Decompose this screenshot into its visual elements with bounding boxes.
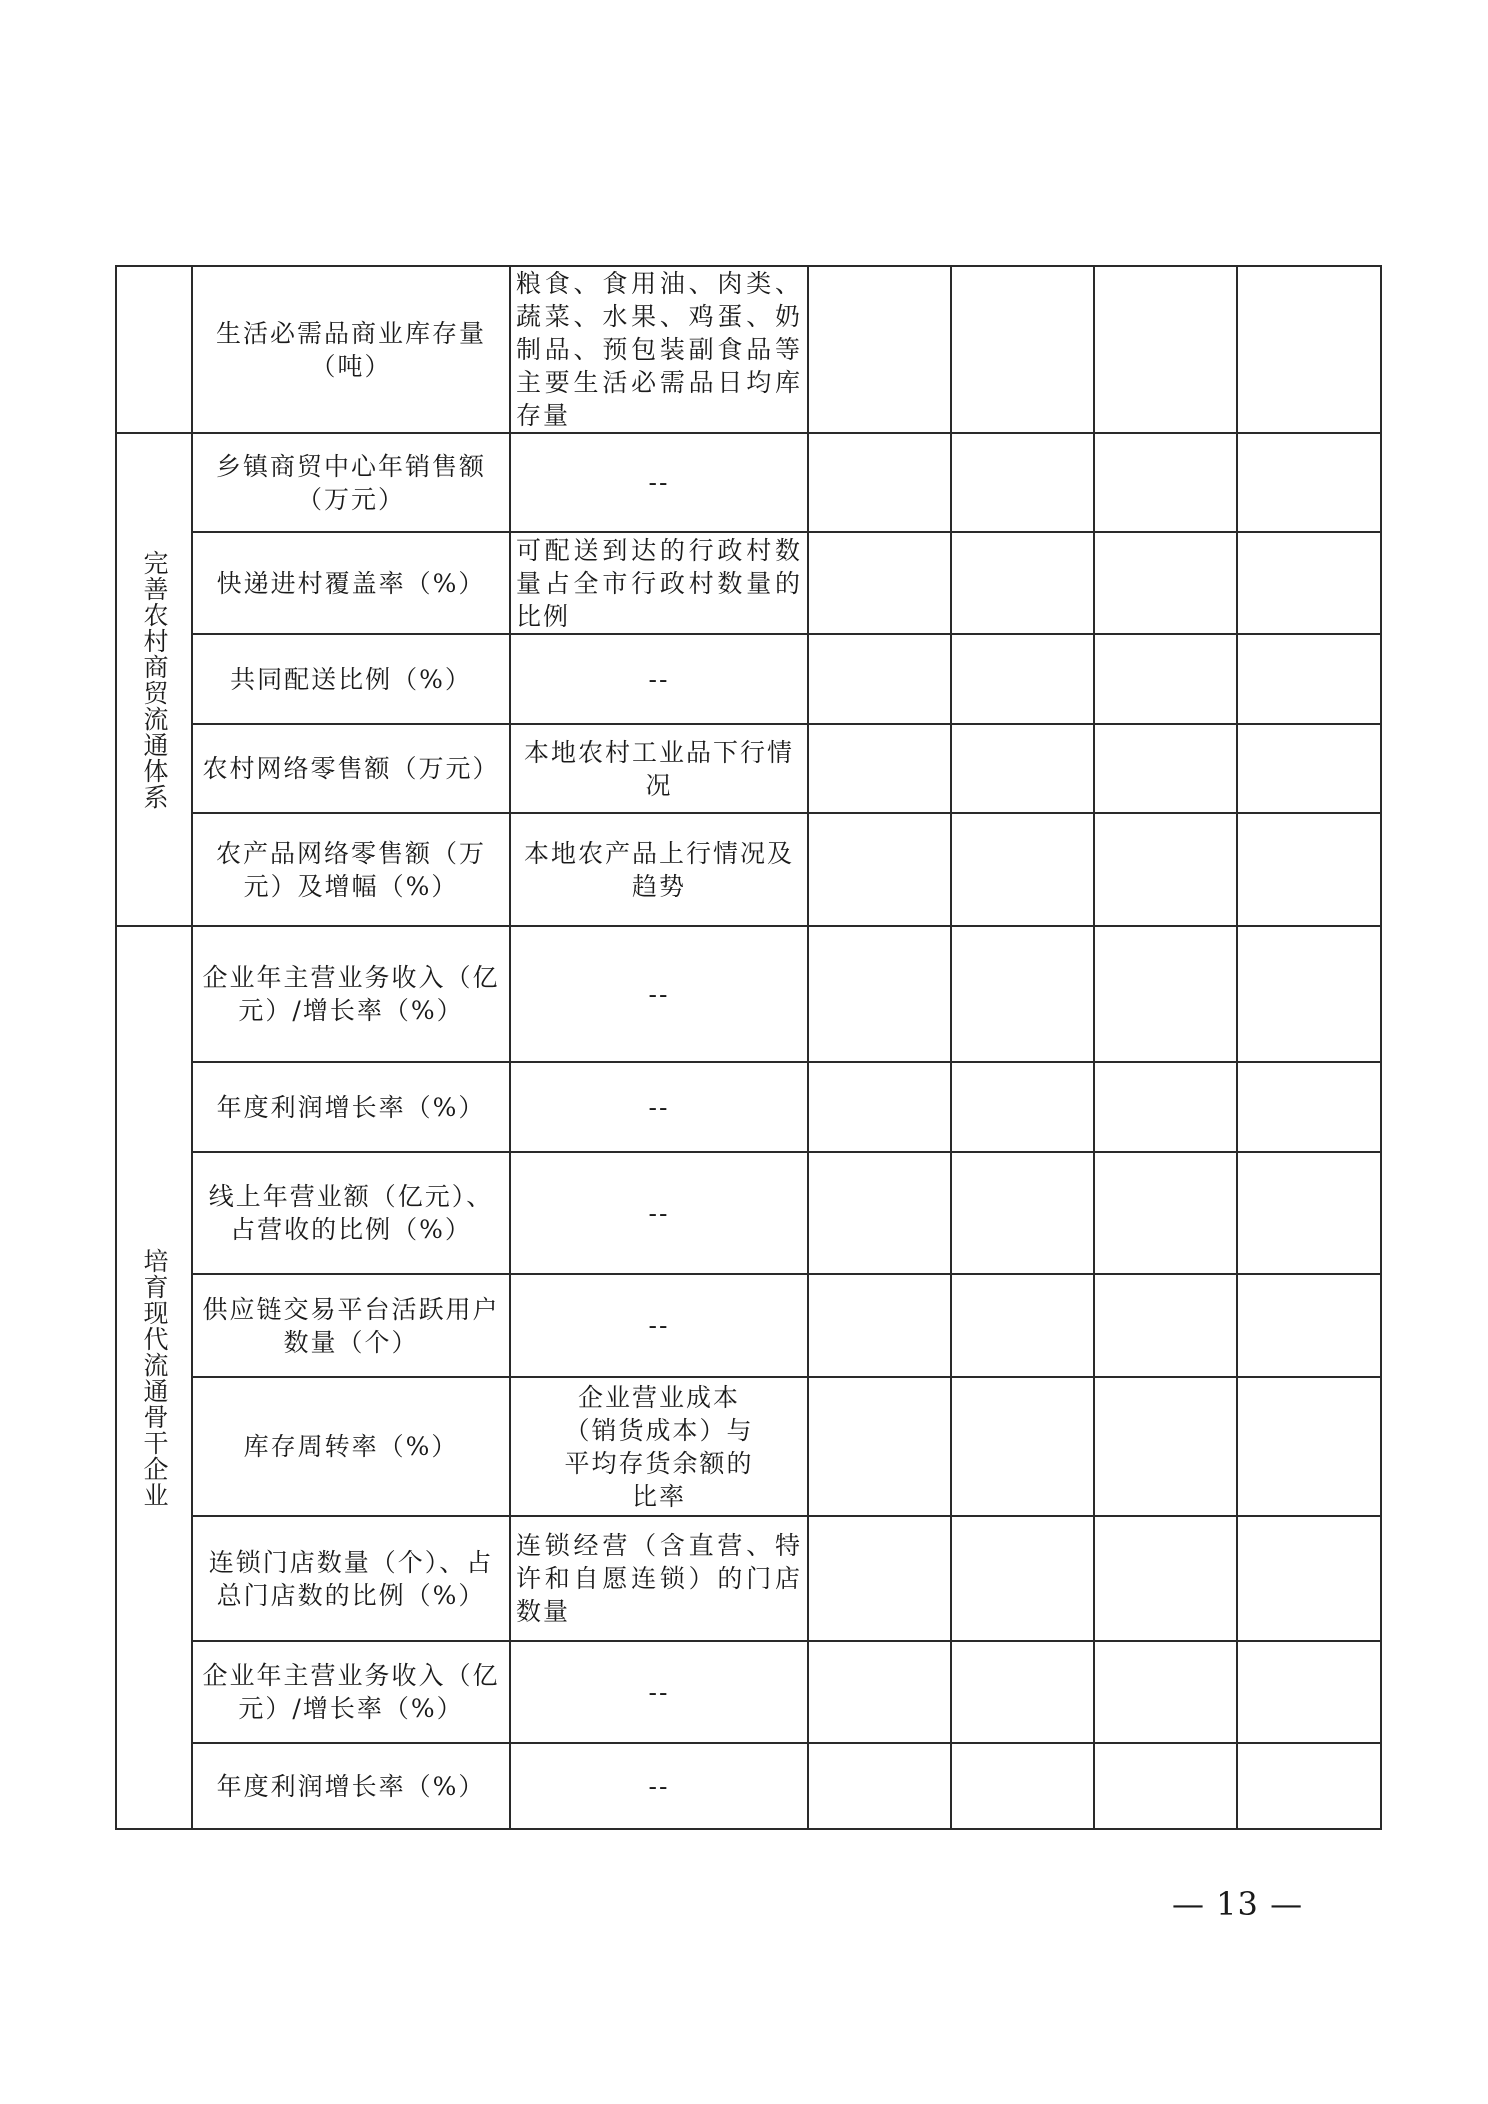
- table-row: [116, 1377, 1381, 1516]
- indicator-cell: 企业年主营业务收入（亿元）/增长率（%）: [192, 1641, 510, 1743]
- blank-cell: [1094, 1062, 1237, 1152]
- blank-cell: [1094, 634, 1237, 724]
- blank-cell: [808, 532, 951, 634]
- blank-cell: [808, 433, 951, 532]
- indicator-cell: 年度利润增长率（%）: [192, 1062, 510, 1152]
- description-cell: --: [510, 1152, 808, 1274]
- blank-cell: [951, 724, 1094, 813]
- indicator-cell: 企业年主营业务收入（亿元）/增长率（%）: [192, 926, 510, 1062]
- blank-cell: [951, 926, 1094, 1062]
- blank-cell: [1237, 634, 1381, 724]
- blank-cell: [1237, 1516, 1381, 1641]
- blank-cell: [1237, 1062, 1381, 1152]
- indicator-cell: 供应链交易平台活跃用户数量（个）: [192, 1274, 510, 1377]
- table-row: [116, 433, 1381, 532]
- table-row: [116, 634, 1381, 724]
- table-row: [116, 813, 1381, 926]
- description-cell: --: [510, 1743, 808, 1829]
- blank-cell: [808, 1743, 951, 1829]
- description-cell: 本地农产品上行情况及趋势: [510, 813, 808, 926]
- table-row: [116, 1743, 1381, 1829]
- description-cell: 企业营业成本（销货成本）与平均存货余额的比率: [510, 1377, 808, 1516]
- blank-cell: [951, 1274, 1094, 1377]
- category-cell-rural: [116, 433, 192, 926]
- blank-cell: [808, 1274, 951, 1377]
- blank-cell: [951, 1743, 1094, 1829]
- description-cell: 连锁经营（含直营、特许和自愿连锁）的门店数量: [510, 1516, 808, 1641]
- blank-cell: [1094, 813, 1237, 926]
- blank-cell: [951, 1062, 1094, 1152]
- blank-cell: [1237, 724, 1381, 813]
- blank-cell: [1237, 1274, 1381, 1377]
- indicator-cell: 库存周转率（%）: [192, 1377, 510, 1516]
- indicator-cell: 生活必需品商业库存量（吨）: [192, 266, 510, 433]
- blank-cell: [1094, 1274, 1237, 1377]
- table-row: [116, 1152, 1381, 1274]
- category-cell-empty: [116, 266, 192, 433]
- table-row: [116, 1516, 1381, 1641]
- blank-cell: [808, 813, 951, 926]
- blank-cell: [808, 1516, 951, 1641]
- indicator-cell: 农村网络零售额（万元）: [192, 724, 510, 813]
- table-row: [116, 532, 1381, 634]
- blank-cell: [1237, 532, 1381, 634]
- blank-cell: [808, 634, 951, 724]
- description-cell: --: [510, 634, 808, 724]
- table-row: [116, 1274, 1381, 1377]
- blank-cell: [808, 266, 951, 433]
- blank-cell: [1094, 266, 1237, 433]
- description-cell: --: [510, 433, 808, 532]
- page-number: — 13 —: [1172, 1885, 1304, 1923]
- category-cell-enterprise: [116, 926, 192, 1829]
- table-row: [116, 926, 1381, 1062]
- blank-cell: [1094, 1152, 1237, 1274]
- blank-cell: [808, 1152, 951, 1274]
- table-row: [116, 1062, 1381, 1152]
- blank-cell: [808, 1377, 951, 1516]
- blank-cell: [1094, 433, 1237, 532]
- blank-cell: [1237, 813, 1381, 926]
- category-label: 培育现代流通骨干企业: [140, 1247, 169, 1508]
- description-cell: --: [510, 1641, 808, 1743]
- blank-cell: [1094, 724, 1237, 813]
- blank-cell: [808, 1641, 951, 1743]
- blank-cell: [1237, 1377, 1381, 1516]
- indicator-cell: 农产品网络零售额（万元）及增幅（%）: [192, 813, 510, 926]
- blank-cell: [1094, 532, 1237, 634]
- blank-cell: [1237, 1743, 1381, 1829]
- blank-cell: [1237, 1152, 1381, 1274]
- blank-cell: [1237, 1641, 1381, 1743]
- indicator-table: [115, 265, 1382, 1830]
- blank-cell: [1094, 1641, 1237, 1743]
- blank-cell: [1094, 1516, 1237, 1641]
- table-row: [116, 724, 1381, 813]
- indicator-cell: 线上年营业额（亿元）、占营收的比例（%）: [192, 1152, 510, 1274]
- description-cell: 可配送到达的行政村数量占全市行政村数量的比例: [510, 532, 808, 634]
- table-row: [116, 266, 1381, 433]
- blank-cell: [808, 1062, 951, 1152]
- description-cell: --: [510, 1062, 808, 1152]
- description-cell: 粮食、食用油、肉类、蔬菜、水果、鸡蛋、奶制品、预包装副食品等主要生活必需品日均库存量: [510, 266, 808, 433]
- blank-cell: [1237, 433, 1381, 532]
- blank-cell: [951, 1152, 1094, 1274]
- blank-cell: [951, 634, 1094, 724]
- blank-cell: [951, 1641, 1094, 1743]
- blank-cell: [1237, 266, 1381, 433]
- blank-cell: [1094, 1743, 1237, 1829]
- table-row: [116, 1641, 1381, 1743]
- description-cell: --: [510, 1274, 808, 1377]
- description-cell: 本地农村工业品下行情况: [510, 724, 808, 813]
- blank-cell: [951, 266, 1094, 433]
- category-label: 完善农村商贸流通体系: [140, 549, 169, 810]
- blank-cell: [951, 1516, 1094, 1641]
- indicator-cell: 乡镇商贸中心年销售额（万元）: [192, 433, 510, 532]
- blank-cell: [1094, 926, 1237, 1062]
- blank-cell: [1094, 1377, 1237, 1516]
- blank-cell: [1237, 926, 1381, 1062]
- description-cell: --: [510, 926, 808, 1062]
- indicator-cell: 年度利润增长率（%）: [192, 1743, 510, 1829]
- blank-cell: [808, 926, 951, 1062]
- indicator-cell: 快递进村覆盖率（%）: [192, 532, 510, 634]
- blank-cell: [951, 1377, 1094, 1516]
- blank-cell: [951, 433, 1094, 532]
- indicator-cell: 连锁门店数量（个）、占总门店数的比例（%）: [192, 1516, 510, 1641]
- blank-cell: [951, 813, 1094, 926]
- blank-cell: [951, 532, 1094, 634]
- blank-cell: [808, 724, 951, 813]
- indicator-cell: 共同配送比例（%）: [192, 634, 510, 724]
